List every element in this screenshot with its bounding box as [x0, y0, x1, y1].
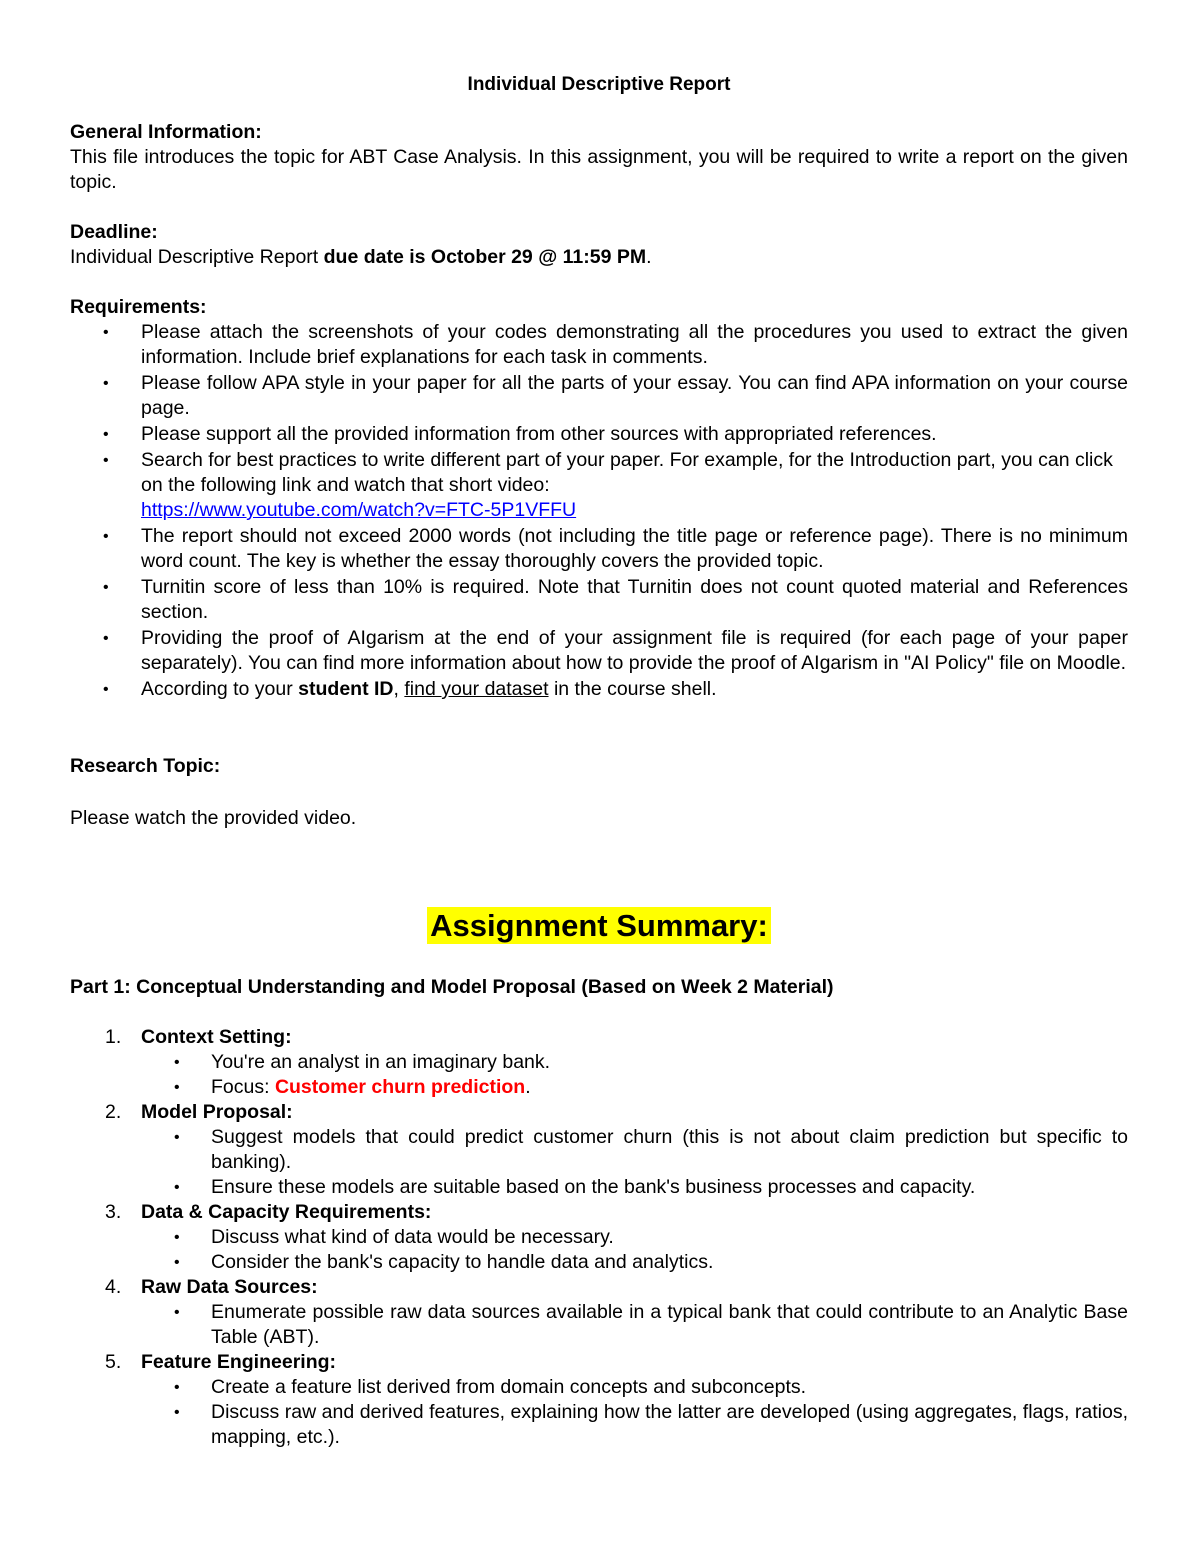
assignment-summary-heading: Assignment Summary:	[427, 907, 771, 944]
summary-sections	[70, 1025, 1128, 1450]
requirement-text: Providing the proof of AIgarism at the end of your assignment file is required (for each page of your paper separately). You can find more information about how to provide the proof of AIgarism in "AI Policy" file on Moodle.	[141, 627, 1128, 674]
bullet-icon: •	[174, 1229, 180, 1246]
research-topic-text: Please watch the provided video.	[70, 807, 357, 829]
focus-prefix: Focus:	[211, 1076, 275, 1098]
bullet-icon: •	[174, 1404, 180, 1421]
list-item	[70, 677, 1128, 702]
list-item	[141, 1125, 1128, 1175]
deadline-heading: Deadline:	[70, 221, 158, 243]
list-item	[70, 524, 1128, 574]
section-item	[70, 1200, 1128, 1275]
bullet-icon: •	[174, 1379, 180, 1396]
requirements-heading: Requirements:	[70, 296, 207, 318]
section-title: Context Setting:	[141, 1026, 292, 1048]
bullet-icon: •	[174, 1079, 180, 1096]
focus-highlight: Customer churn prediction	[274, 1076, 526, 1098]
last-prefix: According to your	[141, 678, 299, 700]
requirements-list	[70, 320, 1128, 702]
research-topic-heading: Research Topic:	[70, 755, 221, 777]
list-item	[70, 320, 1128, 370]
section-item	[70, 1100, 1128, 1200]
spacer	[70, 1000, 1128, 1025]
document-page	[70, 70, 1128, 1450]
deadline-prefix: Individual Descriptive Report	[70, 246, 324, 268]
section-item	[70, 1275, 1128, 1350]
list-item	[141, 1375, 1128, 1400]
section-title: Feature Engineering:	[141, 1351, 337, 1373]
section-bullets	[141, 1125, 1128, 1200]
requirement-text: Search for best practices to write different part of your paper. For example, for the Introduction part, you can click on the following link and watch that short video:	[141, 449, 1113, 496]
section-bullets	[141, 1050, 1128, 1100]
part1-heading: Part 1: Conceptual Understanding and Model Proposal (Based on Week 2 Material)	[70, 976, 834, 998]
general-info-text: This file introduces the topic for ABT Case Analysis. In this assignment, you will be required to write a report on the given topic.	[70, 146, 1128, 193]
bullet-text: Create a feature list derived from domain concepts and subconcepts.	[211, 1376, 807, 1398]
bullet-text: Ensure these models are suitable based on the bank's business processes and capacity.	[211, 1176, 976, 1198]
focus-suffix: .	[525, 1076, 531, 1098]
section-title: Data & Capacity Requirements:	[141, 1201, 432, 1223]
deadline-suffix: .	[646, 246, 652, 268]
bullet-icon: •	[103, 426, 109, 443]
bullet-icon: •	[174, 1254, 180, 1271]
bullet-icon: •	[174, 1054, 180, 1071]
list-item	[141, 1400, 1128, 1450]
section-number: 2.	[105, 1101, 122, 1123]
bullet-text: You're an analyst in an imaginary bank.	[211, 1051, 551, 1073]
section-title: Raw Data Sources:	[141, 1276, 318, 1298]
bullet-text: Discuss what kind of data would be necessary.	[211, 1226, 614, 1248]
list-item	[141, 1225, 1128, 1250]
section-bullets	[141, 1375, 1128, 1450]
bullet-icon: •	[103, 579, 109, 596]
bullet-icon: •	[103, 681, 109, 698]
bullet-icon: •	[103, 528, 109, 545]
spacer	[70, 779, 1128, 806]
deadline-text	[70, 245, 1128, 270]
bullet-icon: •	[103, 630, 109, 647]
list-item	[141, 1300, 1128, 1350]
list-item	[70, 575, 1128, 625]
section-number: 1.	[105, 1026, 122, 1048]
spacer	[70, 195, 1128, 220]
section-title: Model Proposal:	[141, 1101, 293, 1123]
requirement-text: Turnitin score of less than 10% is required. Note that Turnitin does not count quoted material and References section.	[141, 576, 1128, 623]
last-suffix: in the course shell.	[548, 678, 717, 700]
list-item	[141, 1075, 1128, 1100]
spacer	[70, 270, 1128, 295]
bullet-icon: •	[174, 1179, 180, 1196]
list-item	[70, 371, 1128, 421]
requirement-text: Please follow APA style in your paper for all the parts of your essay. You can find APA information on your course page.	[141, 372, 1128, 419]
list-item	[141, 1175, 1128, 1200]
section-item	[70, 1025, 1128, 1100]
bullet-text: Suggest models that could predict customer churn (this is not about claim prediction but specific to banking).	[211, 1126, 1128, 1173]
bullet-text: Discuss raw and derived features, explaining how the latter are developed (using aggregates, flags, ratios, mapping, etc.).	[211, 1401, 1128, 1448]
section-number: 3.	[105, 1201, 122, 1223]
deadline-date: due date is October 29 @ 11:59 PM	[323, 246, 647, 268]
list-item	[70, 626, 1128, 676]
section-number: 4.	[105, 1276, 122, 1298]
spacer	[70, 703, 1128, 754]
general-info-heading: General Information:	[70, 121, 262, 143]
requirement-text: The report should not exceed 2000 words (not including the title page or reference page). There is no minimum word count. The key is whether the essay thoroughly covers the provided topic.	[141, 525, 1128, 572]
bullet-text: Consider the bank's capacity to handle data and analytics.	[211, 1251, 714, 1273]
summary-heading-wrap	[70, 907, 1128, 945]
section-item	[70, 1350, 1128, 1450]
student-id-bold: student ID	[298, 678, 394, 700]
requirement-text: Please attach the screenshots of your codes demonstrating all the procedures you used to extract the given information. Include brief explanations for each task in comments.	[141, 321, 1128, 368]
section-number: 5.	[105, 1351, 122, 1373]
bullet-text: Enumerate possible raw data sources available in a typical bank that could contribute to an Analytic Base Table (ABT).	[211, 1301, 1128, 1348]
list-item	[70, 422, 1128, 447]
requirement-text: Please support all the provided information from other sources with appropriated references.	[141, 423, 937, 445]
bullet-icon: •	[174, 1304, 180, 1321]
bullet-icon: •	[103, 452, 109, 469]
list-item	[141, 1250, 1128, 1275]
list-item	[141, 1050, 1128, 1075]
bullet-icon: •	[103, 324, 109, 341]
find-dataset-text: find your dataset	[404, 678, 549, 700]
section-bullets	[141, 1225, 1128, 1275]
bullet-icon: •	[174, 1129, 180, 1146]
section-bullets	[141, 1300, 1128, 1350]
list-item	[70, 448, 1128, 523]
last-comma: ,	[393, 678, 405, 700]
document-title: Individual Descriptive Report	[467, 74, 731, 95]
youtube-link[interactable]: https://www.youtube.com/watch?v=FTC-5P1VFFU	[141, 499, 577, 521]
bullet-icon: •	[103, 375, 109, 392]
